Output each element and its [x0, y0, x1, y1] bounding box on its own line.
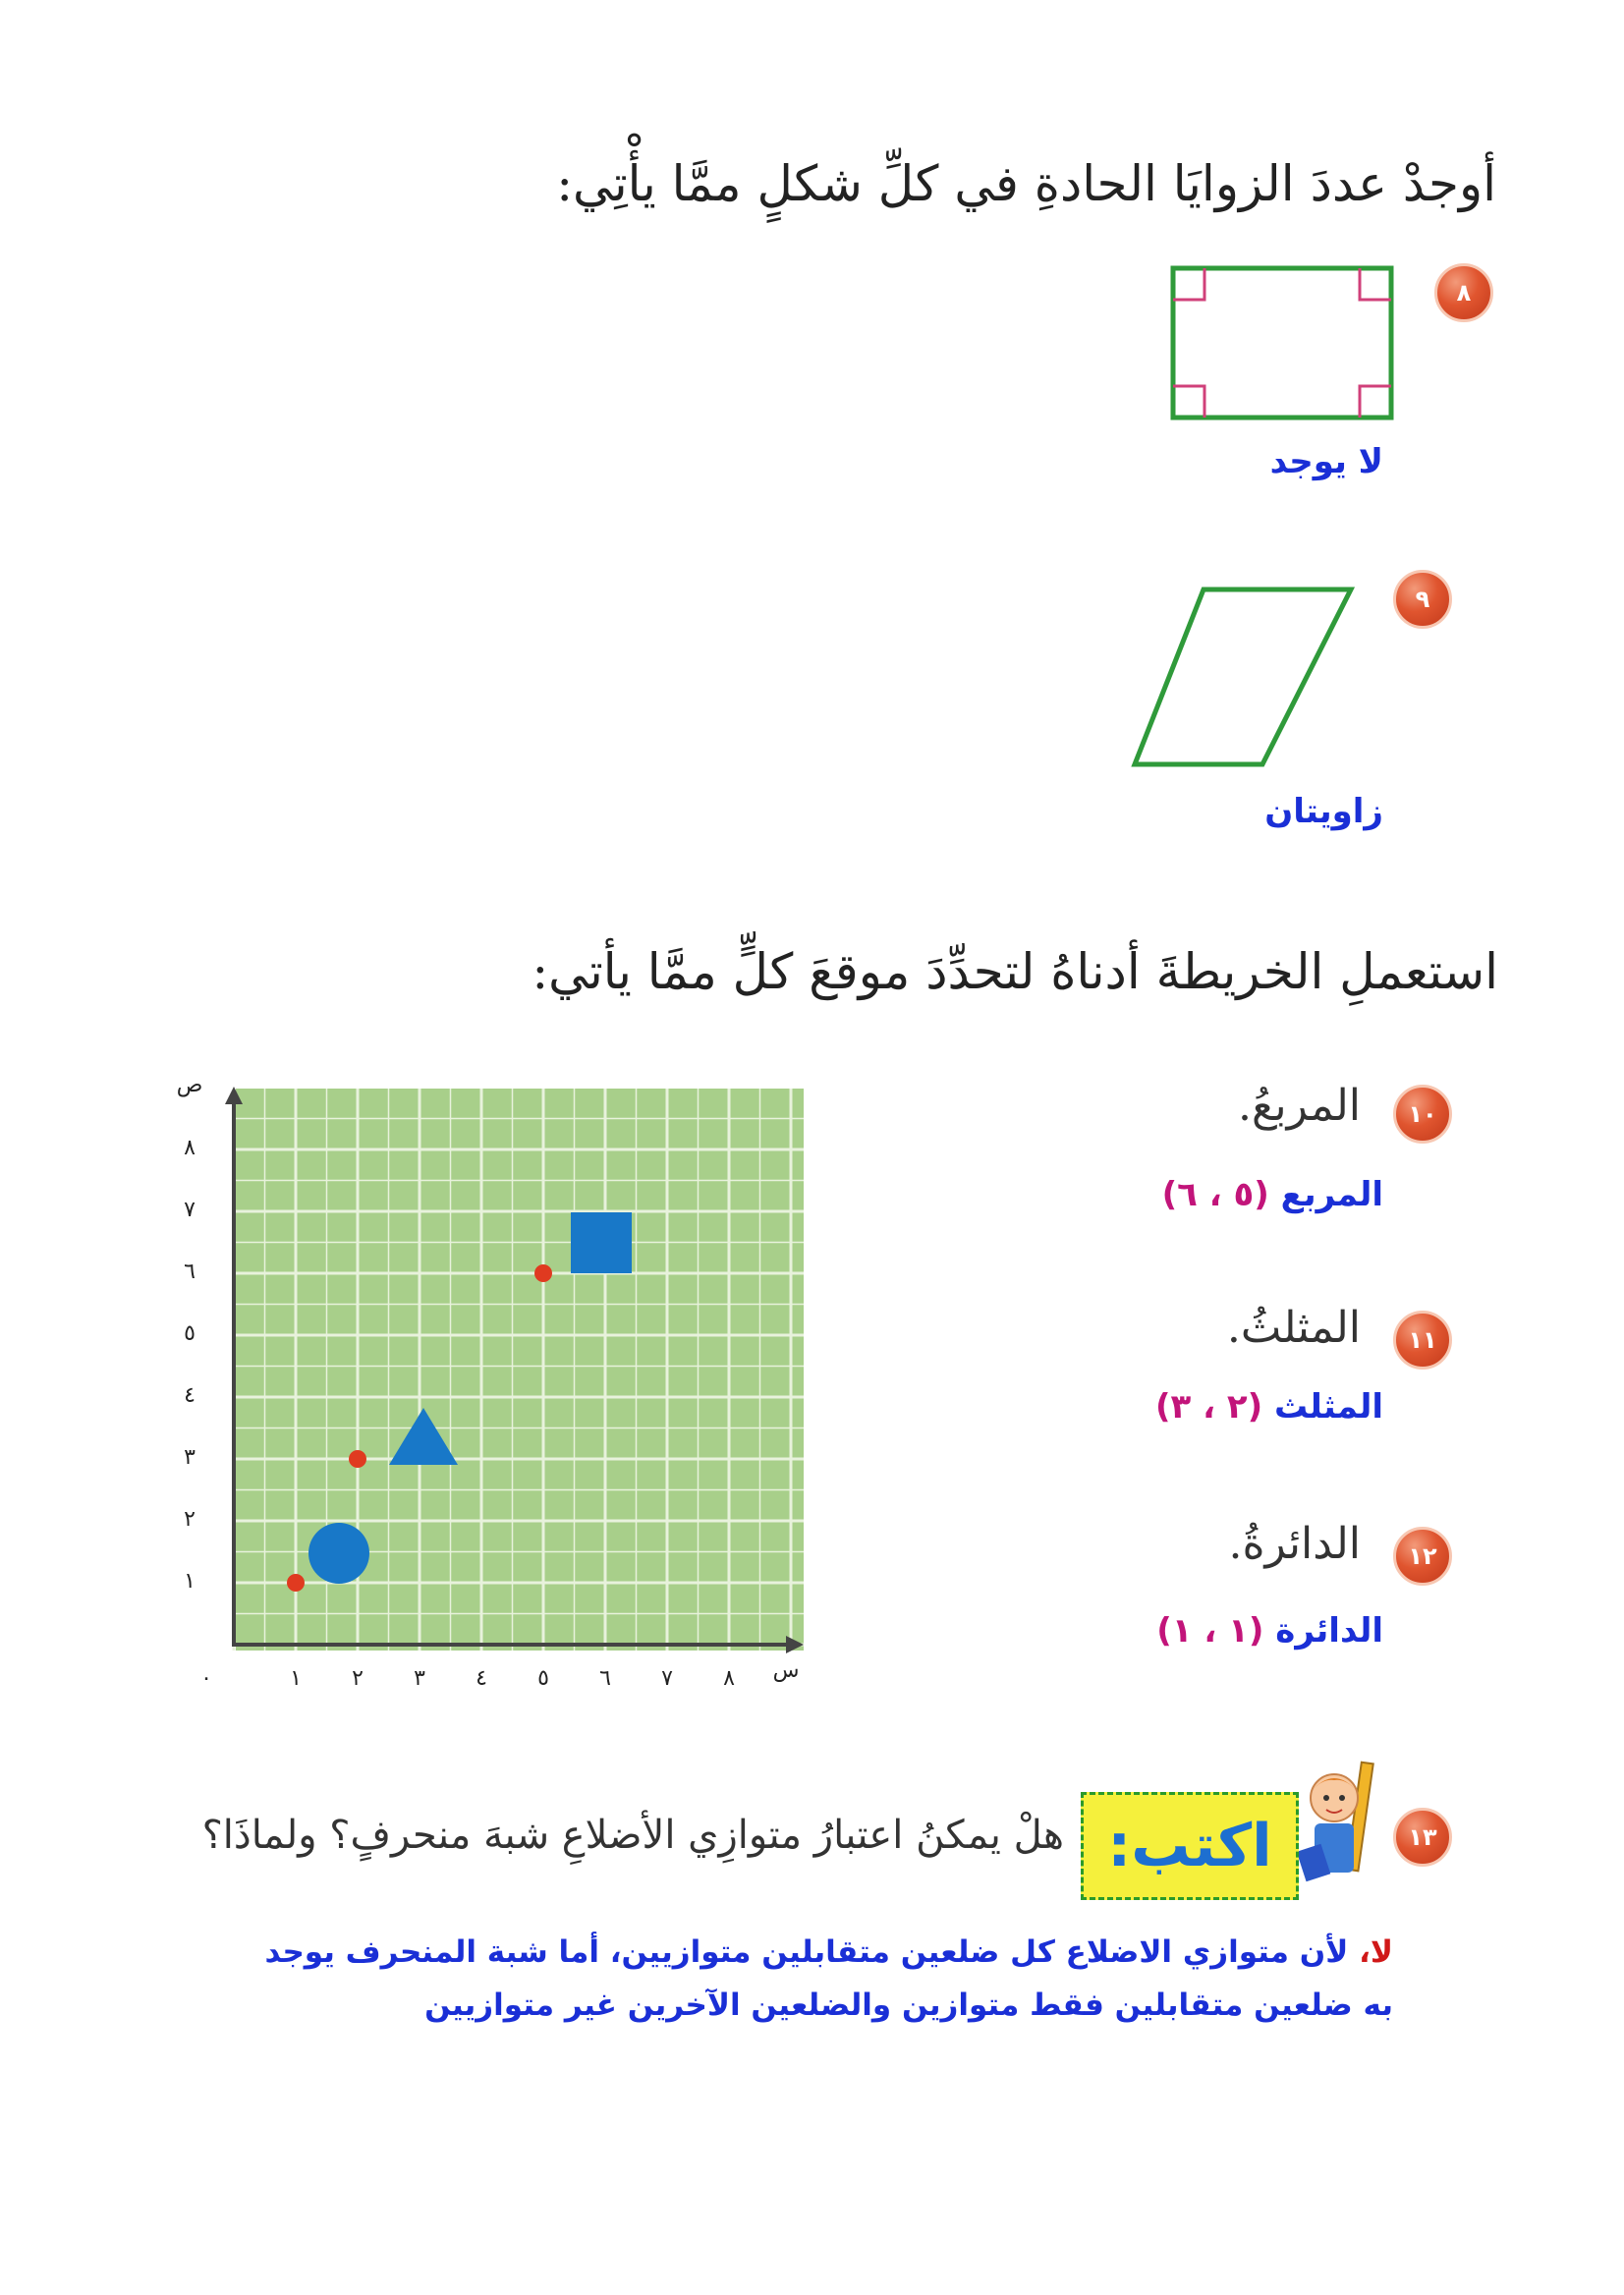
- y-tick-label: ٤: [184, 1383, 196, 1408]
- x-tick-label: ٤: [476, 1666, 487, 1691]
- x-axis-label: س: [772, 1658, 800, 1683]
- y-tick-label: ٣: [184, 1445, 196, 1470]
- item-10-answer-coord: (٥ ، ٦): [1161, 1175, 1269, 1214]
- section1-heading: أوجدْ عددَ الزوايَا الحادةِ في كلِّ شكلٍ ممَّا يأْتِي:: [556, 155, 1496, 212]
- x-tick-label: ٨: [723, 1666, 735, 1691]
- y-tick-label: ٨: [184, 1136, 196, 1160]
- y-tick-label: ٢: [184, 1507, 196, 1532]
- x-tick-label: ٦: [599, 1666, 611, 1691]
- item-8-answer: لا يوجد: [1269, 442, 1383, 481]
- item-10-answer: [1162, 1175, 1383, 1214]
- y-tick-label: ١: [184, 1569, 196, 1594]
- item-13-answer: [116, 1926, 1393, 2032]
- item-12-question: الدائرةُ.: [1228, 1519, 1361, 1569]
- write-label-box: اكتب:: [1081, 1792, 1299, 1900]
- item-13-answer-line2: به ضلعين متقابلين فقط متوازين والضلعين الآخرين غير متوازيين: [424, 1987, 1393, 2023]
- y-axis-label: ص: [176, 1073, 203, 1097]
- item-11-answer-coord: (٢ ، ٣): [1154, 1387, 1263, 1427]
- x-tick-label: ٠: [200, 1666, 212, 1691]
- item-11-question: المثلثُ.: [1226, 1303, 1361, 1353]
- item-13-answer-line1: [116, 1926, 1393, 1979]
- item-11-answer-label: المثلث: [1274, 1387, 1383, 1427]
- item-10-answer-label: المربع: [1280, 1175, 1383, 1214]
- y-tick-label: ٥: [184, 1321, 196, 1346]
- item-10-badge: ١٠: [1393, 1085, 1452, 1144]
- square-marker: [571, 1212, 632, 1273]
- parallelogram-figure: [1125, 580, 1371, 776]
- item-8-badge: ٨: [1434, 263, 1493, 322]
- rectangle-figure: [1159, 260, 1405, 427]
- item-12-answer-label: الدائرة: [1275, 1611, 1383, 1651]
- item-10-question: المربعُ.: [1238, 1081, 1361, 1131]
- item-13-question: هلْ يمكنُ اعتبارُ متوازِي الأضلاعِ شبهَ منحرفٍ؟ ولماذَا؟: [201, 1813, 1064, 1858]
- item-11-badge: ١١: [1393, 1311, 1452, 1370]
- x-tick-label: ٥: [537, 1666, 549, 1691]
- x-tick-label: ٣: [414, 1666, 425, 1691]
- item-12-badge: ١٢: [1393, 1527, 1452, 1586]
- coordinate-grid-chart: [167, 1071, 835, 1700]
- square-point: [534, 1264, 552, 1282]
- circle-marker: [308, 1523, 369, 1584]
- item-12-answer: [1156, 1611, 1383, 1651]
- x-tick-label: ١: [290, 1666, 302, 1691]
- item-9-badge: ٩: [1393, 570, 1452, 629]
- y-tick-label: ٦: [184, 1259, 196, 1284]
- y-tick-label: ٧: [184, 1198, 196, 1222]
- student-pencil-icon: [1297, 1759, 1385, 1896]
- x-tick-label: ٢: [352, 1666, 364, 1691]
- item-12-answer-coord: (١ ، ١): [1156, 1611, 1264, 1651]
- item-13-answer-prefix: لا،: [1359, 1934, 1393, 1970]
- section2-heading: استعملِ الخريطةَ أدناهُ لتحدِّدَ موقعَ كلٍّ ممَّا يأتي:: [532, 943, 1498, 1000]
- item-13-answer-line1-text: لأن متوازي الاضلاع كل ضلعين متقابلين متوازيين، أما شبة المنحرف يوجد: [264, 1934, 1360, 1970]
- triangle-point: [349, 1450, 366, 1468]
- item-11-answer: [1155, 1387, 1383, 1427]
- item-9-answer: زاويتان: [1264, 792, 1383, 831]
- x-tick-label: ٧: [661, 1666, 673, 1691]
- circle-point: [287, 1574, 305, 1592]
- item-13-badge: ١٣: [1393, 1808, 1452, 1867]
